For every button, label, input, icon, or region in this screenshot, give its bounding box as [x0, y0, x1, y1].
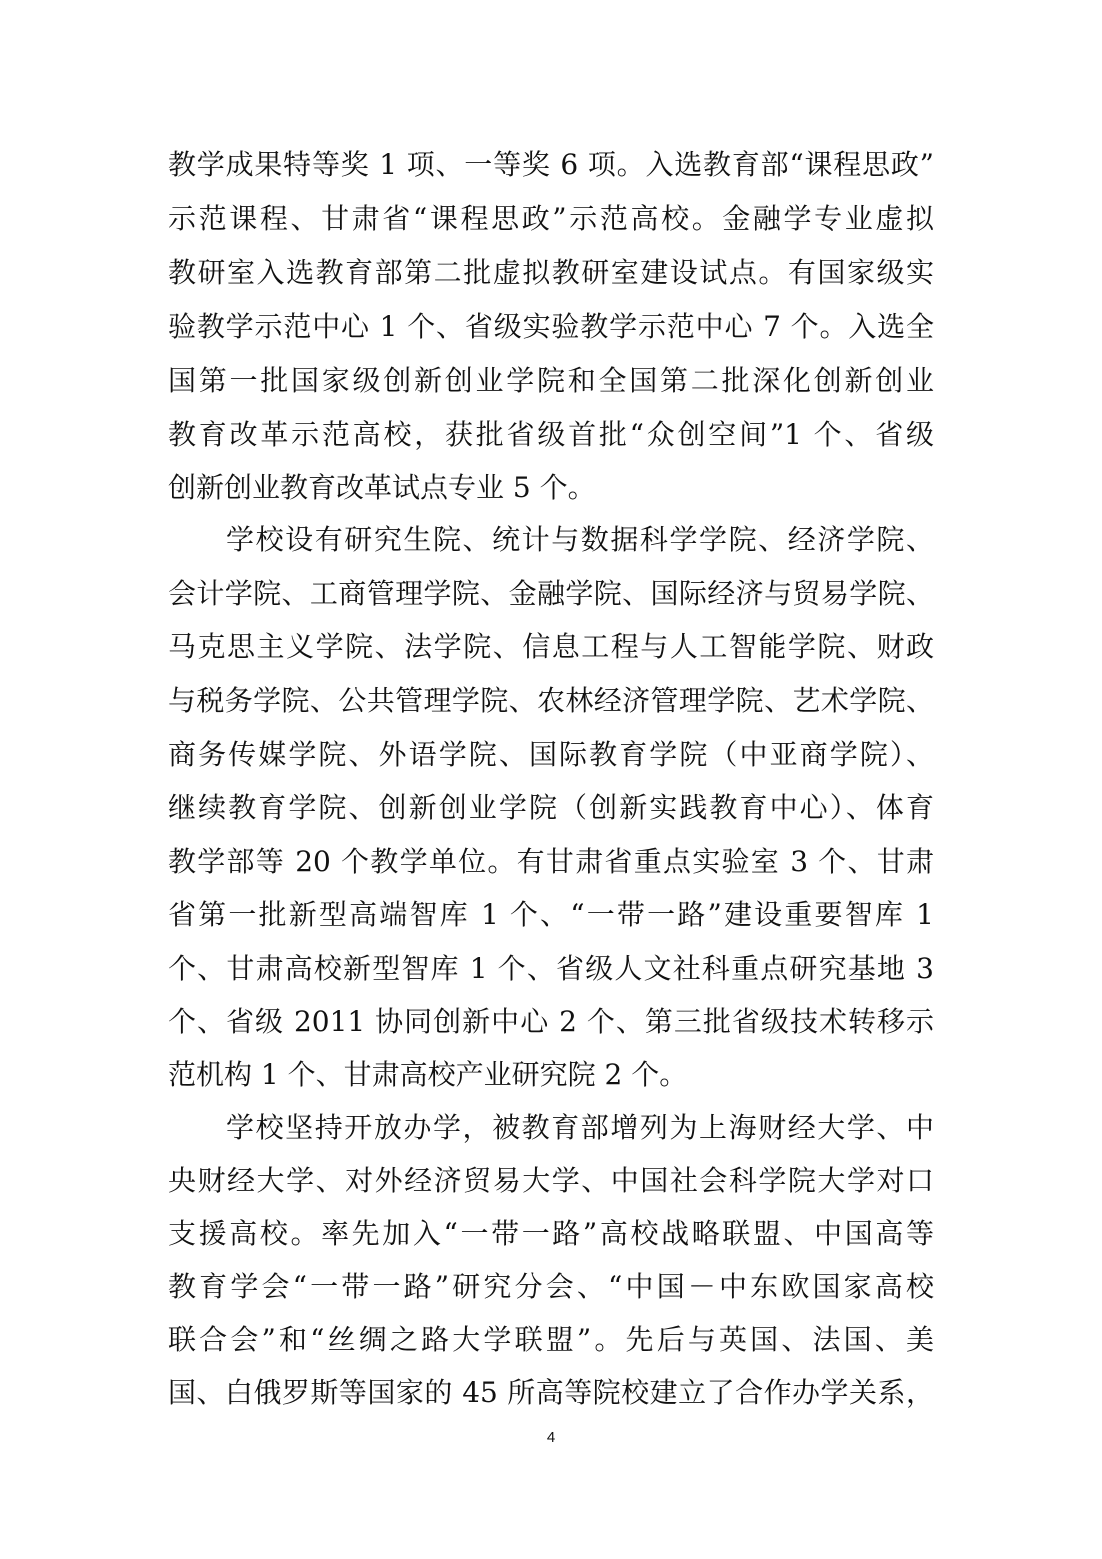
- text-line: 教学成果特等奖 1 项、一等奖 6 项。入选教育部“课程思政”: [168, 148, 934, 181]
- page-number: 4: [546, 1429, 556, 1446]
- text-line: 教育改革示范高校，获批省级首批“众创空间”1 个、省级: [168, 418, 934, 451]
- text-line: 马克思主义学院、法学院、信息工程与人工智能学院、财政: [168, 630, 934, 663]
- text-line: 学校设有研究生院、统计与数据科学学院、经济学院、: [226, 523, 934, 556]
- text-line: 支援高校。率先加入“一带一路”高校战略联盟、中国高等: [168, 1217, 934, 1250]
- text-line: 央财经大学、对外经济贸易大学、中国社会科学院大学对口: [168, 1164, 934, 1197]
- text-line: 会计学院、工商管理学院、金融学院、国际经济与贸易学院、: [168, 577, 934, 610]
- text-line: 继续教育学院、创新创业学院（创新实践教育中心）、体育: [168, 791, 934, 824]
- text-line: 商务传媒学院、外语学院、国际教育学院（中亚商学院）、: [168, 738, 934, 771]
- text-line: 教育学会“一带一路”研究分会、“中国－中东欧国家高校: [168, 1270, 934, 1303]
- text-line: 教学部等 20 个教学单位。有甘肃省重点实验室 3 个、甘肃: [168, 845, 934, 878]
- text-line: 验教学示范中心 1 个、省级实验教学示范中心 7 个。入选全: [168, 310, 934, 343]
- text-line: 联合会”和“丝绸之路大学联盟”。先后与英国、法国、美: [168, 1323, 934, 1356]
- text-line: 创新创业教育改革试点专业 5 个。: [168, 471, 596, 504]
- text-line: 学校坚持开放办学，被教育部增列为上海财经大学、中: [226, 1111, 934, 1144]
- text-line: 教研室入选教育部第二批虚拟教研室建设试点。有国家级实: [168, 256, 934, 289]
- text-line: 省第一批新型高端智库 1 个、“一带一路”建设重要智库 1: [168, 898, 934, 931]
- text-line: 国第一批国家级创新创业学院和全国第二批深化创新创业: [168, 364, 934, 397]
- text-line: 个、省级 2011 协同创新中心 2 个、第三批省级技术转移示: [168, 1005, 934, 1038]
- text-line: 个、甘肃高校新型智库 1 个、省级人文社科重点研究基地 3: [168, 952, 934, 985]
- text-line: 范机构 1 个、甘肃高校产业研究院 2 个。: [168, 1058, 688, 1091]
- text-line: 国、白俄罗斯等国家的 45 所高等院校建立了合作办学关系，: [168, 1376, 934, 1409]
- text-line: 与税务学院、公共管理学院、农林经济管理学院、艺术学院、: [168, 684, 934, 717]
- text-line: 示范课程、甘肃省“课程思政”示范高校。金融学专业虚拟: [168, 202, 934, 235]
